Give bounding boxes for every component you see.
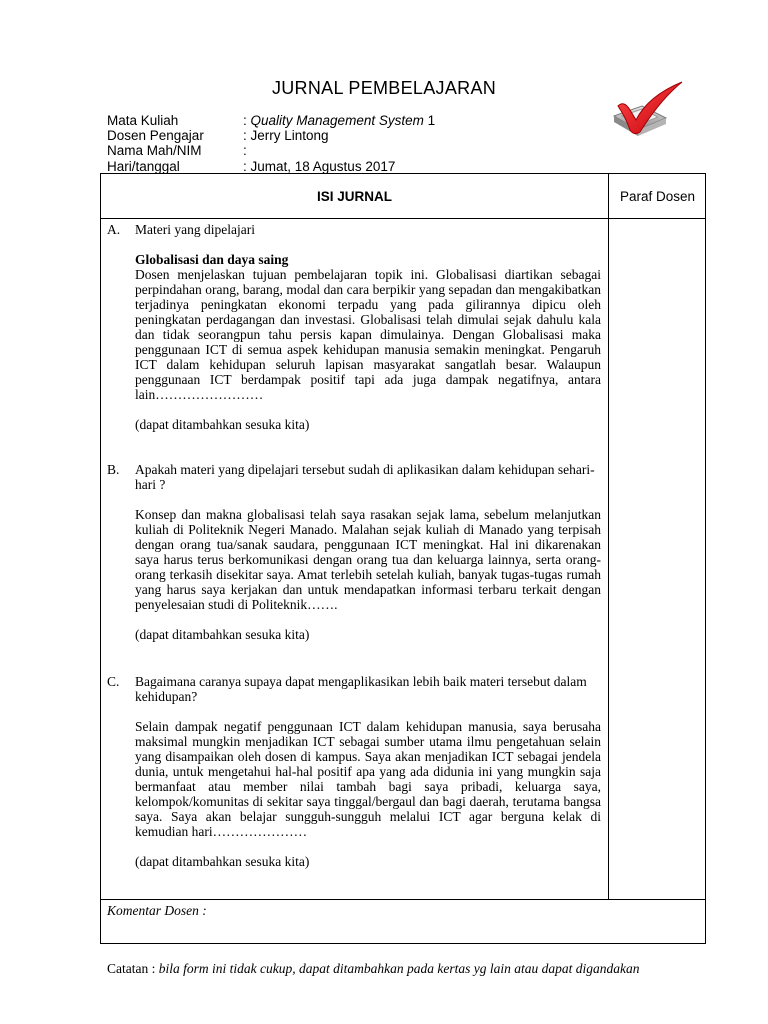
info-mata-kuliah [107, 113, 435, 128]
header-divider [101, 218, 705, 219]
dosen-value: : Jerry Lintong [243, 128, 329, 143]
section-a-letter: A. [107, 222, 121, 237]
hari-label: Hari/tanggal [107, 159, 180, 174]
info-nama [107, 143, 247, 158]
section-b-paragraph: Konsep dan makna globalisasi telah saya rasakan sejak lama, sebelum melanjutkan kuliah di Politeknik Negeri Manado. Malahan sejak kuliah di Manado yang terpisah dengan orang tua/sanak saudara, penggunaan ICT meningkat. Hal ini dikarenakan saya harus terus berkomunikasi dengan orang tua dan keluarga lainnya, serta orang-orang terkasih disekitar saya. Amat terlebih setelah kuliah, banyak tugas-tugas rumah yang harus saya kerjakan dan untuk mendapatkan informasi terbaru terkait dengan penyelesaian studi di Politeknik……. [135, 507, 601, 612]
catatan-note [107, 961, 667, 976]
section-a-heading: Materi yang dipelajari [135, 222, 255, 237]
hari-value: : Jumat, 18 Agustus 2017 [243, 159, 396, 174]
section-b-letter: B. [107, 462, 120, 477]
dosen-label: Dosen Pengajar [107, 128, 204, 143]
info-dosen [107, 128, 329, 143]
section-c-paragraph: Selain dampak negatif penggunaan ICT dalam kehidupan manusia, saya berusaha maksimal mungkin menjadikan ICT sebagai sumber utama ilmu pengetahuan selain yang disampaikan oleh dosen di kampus. Saya akan menjadikan ICT sebagai jendela dunia, untuk mengetahui hal-hal positif apa yang ada didunia ini yang mungkin saja bermanfaat atau member nilai tambah bagi saya pribadi, keluarga saya, kelompok/komunitas di sekitar saya tinggal/bergaul dan bagi daerah, terutama bangsa saya. Saya akan belajar sungguh-sungguh melalui ICT agar berguna kelak di kemudian hari………………… [135, 719, 601, 839]
paraf-dosen-header: Paraf Dosen [619, 189, 696, 204]
nama-label: Nama Mah/NIM [107, 143, 202, 158]
isi-jurnal-header: ISI JURNAL [316, 189, 392, 204]
jurnal-table [100, 173, 706, 944]
section-a-note: (dapat ditambahkan sesuka kita) [135, 417, 310, 432]
column-divider [608, 174, 609, 899]
info-hari [107, 159, 395, 174]
document-title: JURNAL PEMBELAJARAN [271, 78, 497, 98]
nama-value: : [243, 143, 247, 158]
mata-kuliah-suffix: 1 [423, 113, 436, 128]
mata-kuliah-prefix: : [243, 113, 251, 128]
section-b-question: Apakah materi yang dipelajari tersebut sudah di aplikasikan dalam kehidupan sehari-hari ? [135, 462, 595, 492]
section-b-note: (dapat ditambahkan sesuka kita) [135, 627, 310, 642]
section-c-question: Bagaimana caranya supaya dapat mengaplikasikan lebih baik materi tersebut dalam kehidupan? [135, 674, 587, 704]
section-c-note: (dapat ditambahkan sesuka kita) [135, 854, 310, 869]
mata-kuliah-label: Mata Kuliah [107, 113, 179, 128]
catatan-text: bila form ini tidak cukup, dapat ditambahkan pada kertas yg lain atau dapat digandakan [158, 961, 640, 976]
catatan-prefix: Catatan : [107, 961, 159, 976]
section-c-letter: C. [107, 674, 120, 689]
section-a-subheading: Globalisasi dan daya saing [135, 252, 289, 267]
mata-kuliah-value: Quality Management System [250, 113, 424, 128]
section-a-paragraph: Dosen menjelaskan tujuan pembelajaran topik ini. Globalisasi diartikan sebagai perpindahan orang, barang, modal dan cara berpikir yang sepadan dan mengakibatkan terjadinya peningkatan ekonomi terpadu yang pada gilirannya dipicu oleh peningkatan perdagangan dan investasi. Globalisasi telah dimulai sejak dahulu kala dan tidak seorangpun tahu persis kapan dimulainya. Dengan Globalisasi maka penggunaan ICT di semua aspek kehidupan manusia semakin meningkat. Pengaruh ICT dalam kehidupan seluruh lapisan masyarakat sangatlah besar. Walaupun penggunaan ICT berdampak positif tapi ada juga dampak negatifnya, antara lain…………………… [135, 267, 601, 402]
checkbox-check-icon [604, 76, 686, 146]
komentar-divider [101, 899, 705, 900]
komentar-dosen-label: Komentar Dosen : [107, 903, 207, 918]
